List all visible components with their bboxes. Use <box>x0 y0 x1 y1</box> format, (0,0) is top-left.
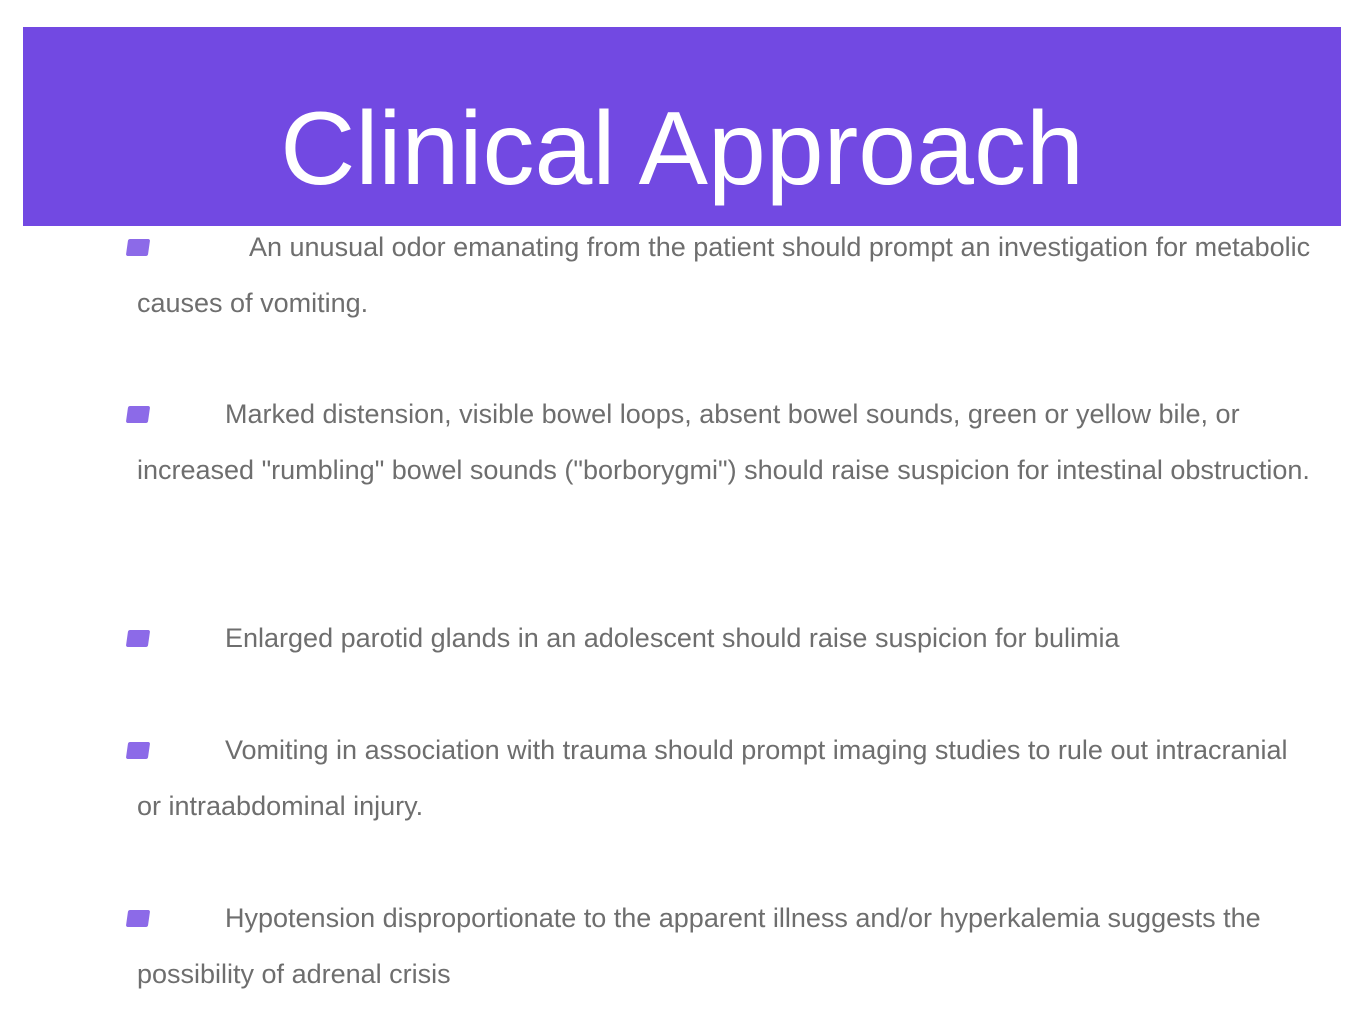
bullet-text: Enlarged parotid glands in an adolescent should raise suspicion for bulimia <box>225 623 1120 653</box>
slide-title: Clinical Approach <box>280 91 1084 207</box>
bullet-text: An unusual odor emanating from the patient should prompt an investigation for metabolic causes of vomiting. <box>137 232 1311 318</box>
bullet-text: Hypotension disproportionate to the apparent illness and/or hyperkalemia suggests the possibility of adrenal crisis <box>137 903 1261 989</box>
bullet-text: Vomiting in association with trauma should prompt imaging studies to rule out intracranial or intraabdominal injury. <box>137 735 1288 821</box>
bullet-text: Marked distension, visible bowel loops, absent bowel sounds, green or yellow bile, or increased "rumbling" bowel sounds ("borborygmi") should raise suspicion for intestinal obstruction. <box>137 399 1310 485</box>
